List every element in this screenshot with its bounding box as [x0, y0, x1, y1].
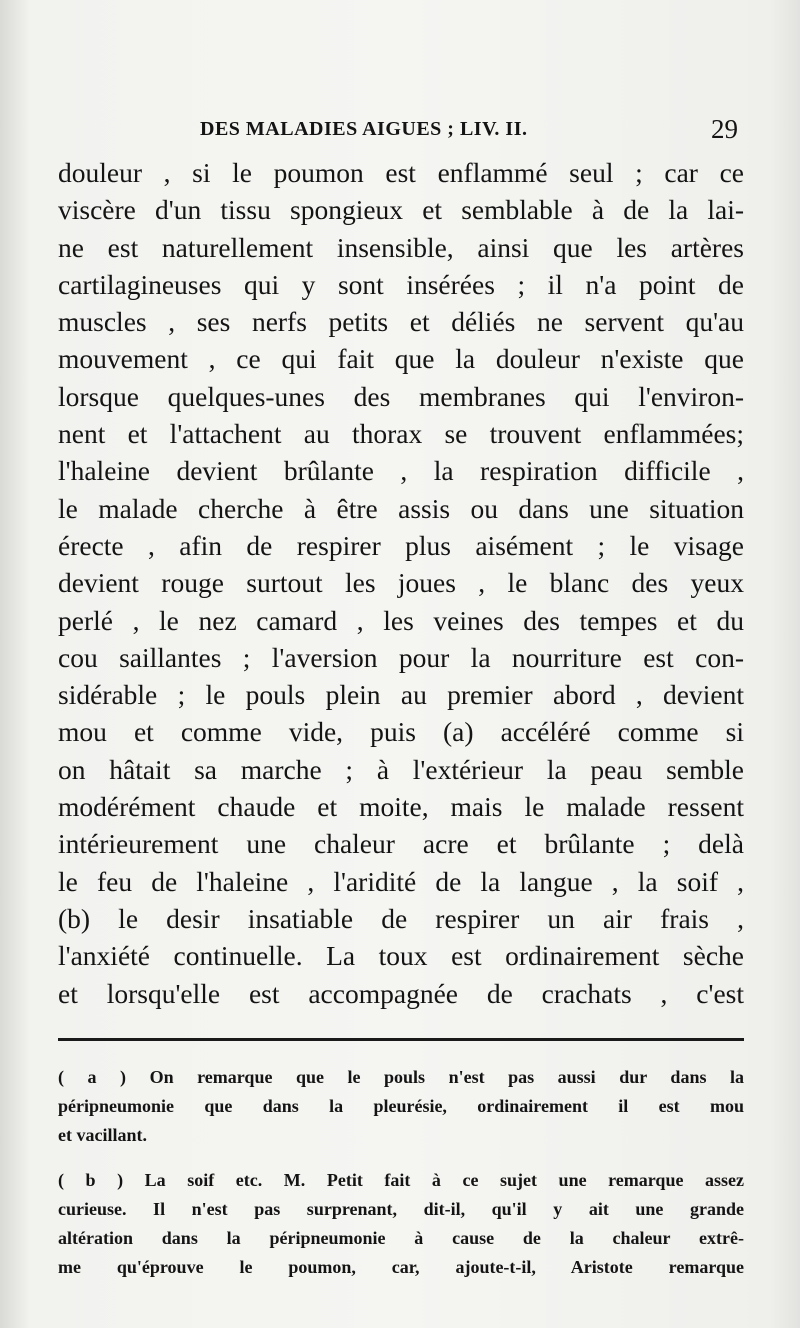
footnote-line: péripneumonie que dans la pleurésie, ordinairement il est mou: [58, 1096, 744, 1116]
footnote-line: curieuse. Il n'est pas surprenant, dit-il, qu'il y ait une grande: [58, 1199, 744, 1219]
text-line: sidérable ; le pouls plein au premier abord , devient: [58, 679, 744, 711]
text-line: (b) le desir insatiable de respirer un air frais ,: [58, 902, 744, 934]
running-title: DES MALADIES AIGUES ; LIV. II.: [200, 118, 528, 140]
footnote-line: altération dans la péripneumonie à cause de la chaleur extrê-: [58, 1228, 744, 1248]
text-line: nent et l'attachent au thorax se trouvent enflammées;: [58, 418, 744, 450]
text-line: devient rouge surtout les joues , le blanc des yeux: [58, 567, 744, 599]
text-line: viscère d'un tissu spongieux et semblable à de la lai-: [58, 194, 744, 226]
text-line: le malade cherche à être assis ou dans une situation: [58, 492, 744, 524]
text-line: l'haleine devient brûlante , la respiration difficile ,: [58, 455, 744, 487]
text-line: modérément chaude et moite, mais le malade ressent: [58, 791, 744, 823]
text-line: douleur , si le poumon est enflammé seul ; car ce: [58, 157, 744, 188]
text-line: cartilagineuses qui y sont insérées ; il n'a point de: [58, 268, 744, 300]
text-line: mouvement , ce qui fait que la douleur n'existe que: [58, 343, 744, 375]
footnote-line: ( b ) La soif etc. M. Petit fait à ce sujet une remarque assez: [58, 1170, 744, 1190]
text-line: lorsque quelques-unes des membranes qui l'environ-: [58, 380, 744, 412]
page-header: [58, 112, 744, 148]
text-line: perlé , le nez camard , les veines des tempes et du: [58, 604, 744, 636]
text-line: érecte , afin de respirer plus aisément ; le visage: [58, 529, 744, 561]
text-line: ne est naturellement insensible, ainsi que les artères: [58, 231, 744, 263]
main-text: [58, 154, 744, 1012]
footnote-line: ( a ) On remarque que le pouls n'est pas aussi dur dans la: [58, 1067, 744, 1087]
page-number: 29: [711, 114, 738, 144]
text-line: mou et comme vide, puis (a) accéléré comme si: [58, 716, 744, 748]
text-line: muscles , ses nerfs petits et déliés ne servent qu'au: [58, 306, 744, 338]
footnote-a: [58, 1063, 744, 1150]
text-line: le feu de l'haleine , l'aridité de la langue , la soif ,: [58, 865, 744, 897]
footnote-b: [58, 1166, 744, 1282]
text-line: l'anxiété continuelle. La toux est ordinairement sèche: [58, 940, 744, 972]
footnote-line: et vacillant.: [58, 1125, 147, 1145]
text-line: et lorsqu'elle est accompagnée de crachats , c'est: [58, 977, 744, 1009]
text-line: cou saillantes ; l'aversion pour la nourriture est con-: [58, 641, 744, 673]
text-line: intérieurement une chaleur acre et brûlante ; delà: [58, 828, 744, 860]
footnote-line: me qu'éprouve le poumon, car, ajoute-t-il, Aristote remarque: [58, 1257, 744, 1277]
footnote-divider: [58, 1038, 744, 1041]
text-line: on hâtait sa marche ; à l'extérieur la peau semble: [58, 753, 744, 785]
